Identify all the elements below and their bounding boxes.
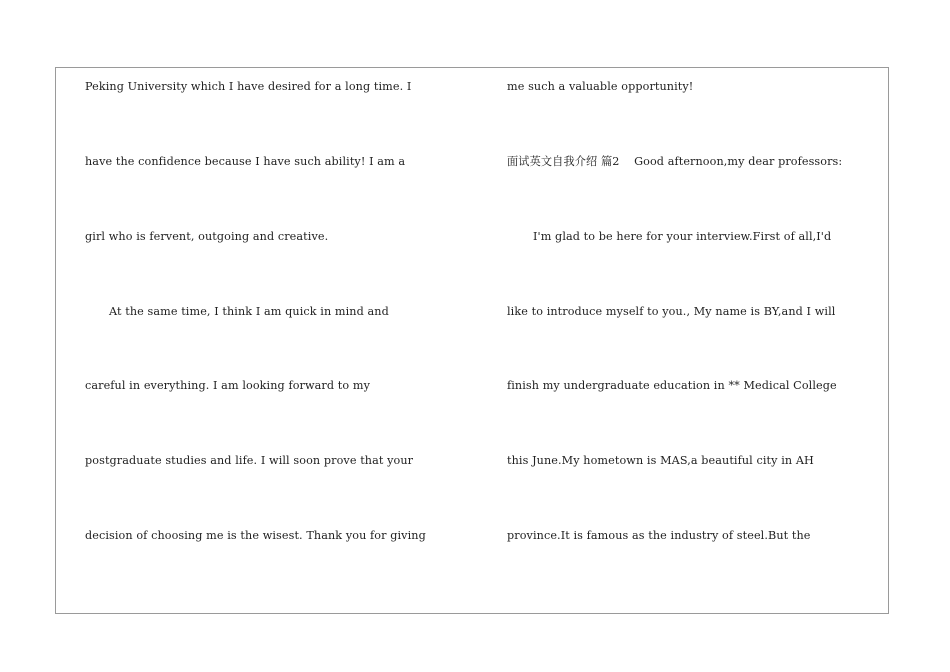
text-line: finish my undergraduate education in ** Medical College (507, 379, 837, 392)
section-heading-line: 面试英文自我介绍 篇2 Good afternoon,my dear professors: (507, 155, 843, 168)
text-line: careful in everything. I am looking forward to my (85, 379, 371, 392)
paragraph-start-line: At the same time, I think I am quick in mind and (109, 305, 389, 318)
text-line: this June.My hometown is MAS,a beautiful city in AH (507, 454, 814, 467)
text-line: postgraduate studies and life. I will soon prove that your (85, 454, 414, 467)
text-line: like to introduce myself to you., My name is BY,and I will (507, 305, 836, 318)
text-line: decision of choosing me is the wisest. Thank you for giving (85, 529, 426, 542)
text-line: Peking University which I have desired for a long time. I (85, 80, 412, 93)
text-line: province.It is famous as the industry of steel.But the (507, 529, 811, 542)
paragraph-start-line: I'm glad to be here for your interview.First of all,I'd (533, 230, 832, 243)
text-line: me such a valuable opportunity! (507, 80, 694, 93)
text-line: have the confidence because I have such ability! I am a (85, 155, 406, 168)
text-line: girl who is fervent, outgoing and creative. (85, 230, 329, 243)
